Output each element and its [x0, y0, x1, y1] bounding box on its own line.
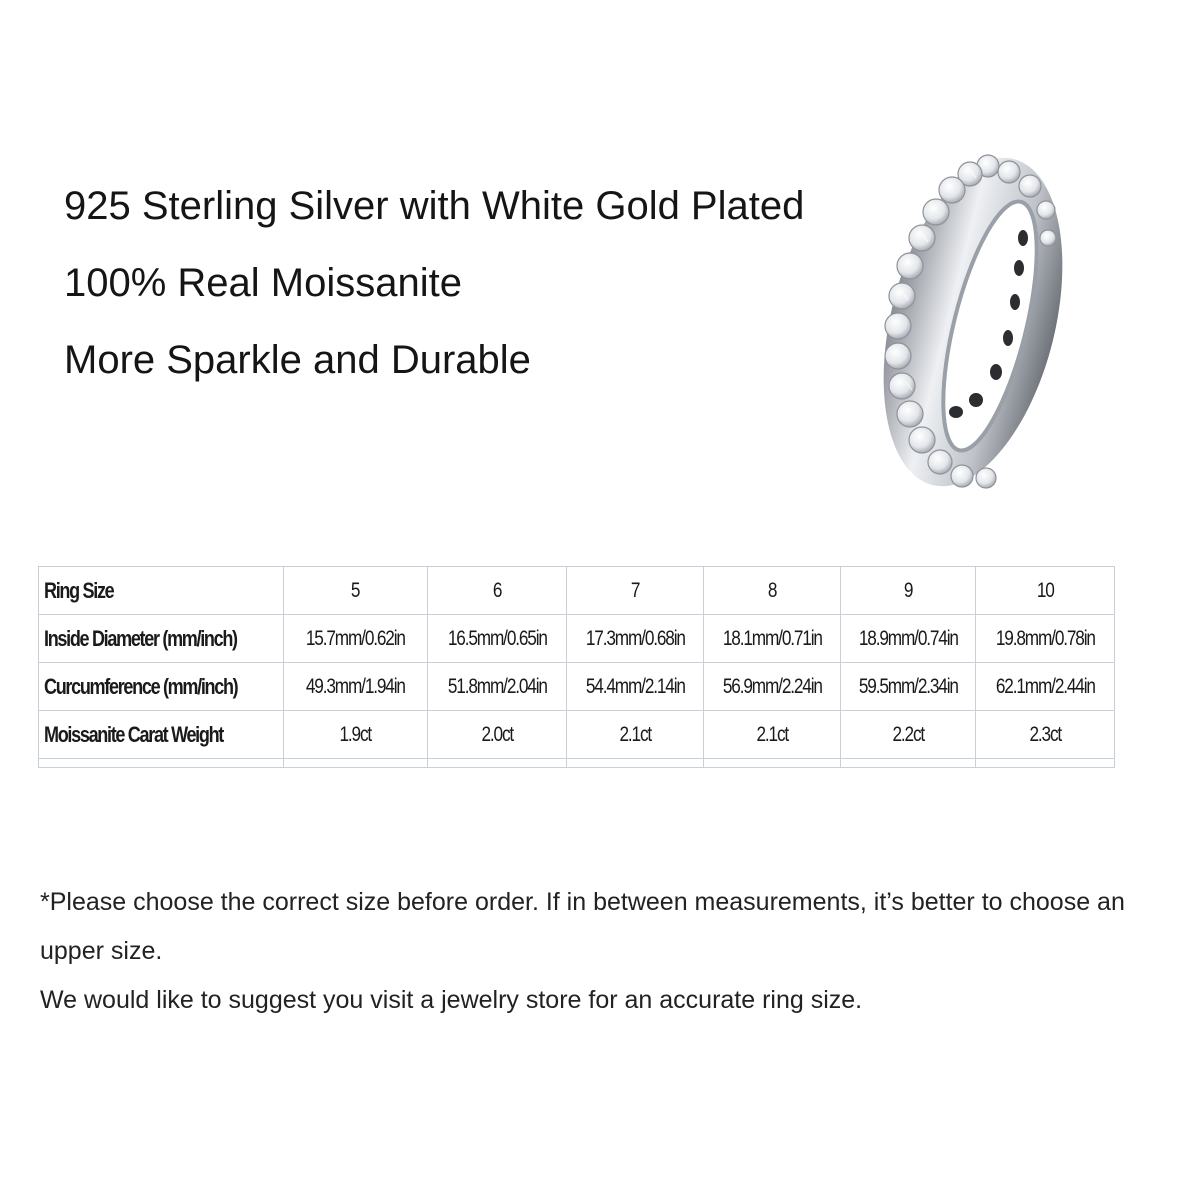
table-cell: 17.3mm/0.68in	[567, 615, 704, 663]
table-cell: 2.1ct	[567, 711, 704, 759]
table-cell: 1.9ct	[284, 711, 428, 759]
table-row-carat-weight	[39, 711, 1115, 759]
row-label: Moissanite Carat Weight	[39, 711, 284, 759]
table-cell: 2.0ct	[428, 711, 567, 759]
feature-moissanite: 100% Real Moissanite	[64, 261, 462, 305]
ring-size-table	[38, 566, 1115, 768]
row-label: Ring Size	[39, 567, 284, 615]
table-cell: 59.5mm/2.34in	[841, 663, 976, 711]
table-cell: 6	[428, 567, 567, 615]
size-advice-note: *Please choose the correct size before order. If in between measurements, it’s better to choose an upper size.	[40, 888, 1125, 965]
feature-list	[64, 186, 804, 417]
sizing-notes	[40, 878, 1160, 1025]
table-cell: 62.1mm/2.44in	[976, 663, 1115, 711]
table-cell: 54.4mm/2.14in	[567, 663, 704, 711]
table-cell: 51.8mm/2.04in	[428, 663, 567, 711]
table-cell: 9	[841, 567, 976, 615]
table-row-circumference	[39, 663, 1115, 711]
table-cell: 2.1ct	[704, 711, 841, 759]
table-cell: 7	[567, 567, 704, 615]
table-cell: 2.3ct	[976, 711, 1115, 759]
table-cell: 10	[976, 567, 1115, 615]
row-label: Curcumference (mm/inch)	[39, 663, 284, 711]
table-cell: 49.3mm/1.94in	[284, 663, 428, 711]
table-row-spacer	[39, 759, 1115, 768]
table-cell: 2.2ct	[841, 711, 976, 759]
table-cell: 5	[284, 567, 428, 615]
table-cell: 8	[704, 567, 841, 615]
eternity-ring-icon	[878, 150, 1068, 495]
table-cell: 18.1mm/0.71in	[704, 615, 841, 663]
feature-material: 925 Sterling Silver with White Gold Plated	[64, 184, 805, 228]
jewelry-store-note: We would like to suggest you visit a jewelry store for an accurate ring size.	[40, 986, 863, 1014]
table-row-ring-size	[39, 567, 1115, 615]
table-cell: 15.7mm/0.62in	[284, 615, 428, 663]
table-cell: 18.9mm/0.74in	[841, 615, 976, 663]
table-cell: 19.8mm/0.78in	[976, 615, 1115, 663]
table-cell: 56.9mm/2.24in	[704, 663, 841, 711]
table-row-inside-diameter	[39, 615, 1115, 663]
row-label: Inside Diameter (mm/inch)	[39, 615, 284, 663]
table-cell: 16.5mm/0.65in	[428, 615, 567, 663]
feature-durability: More Sparkle and Durable	[64, 338, 531, 382]
